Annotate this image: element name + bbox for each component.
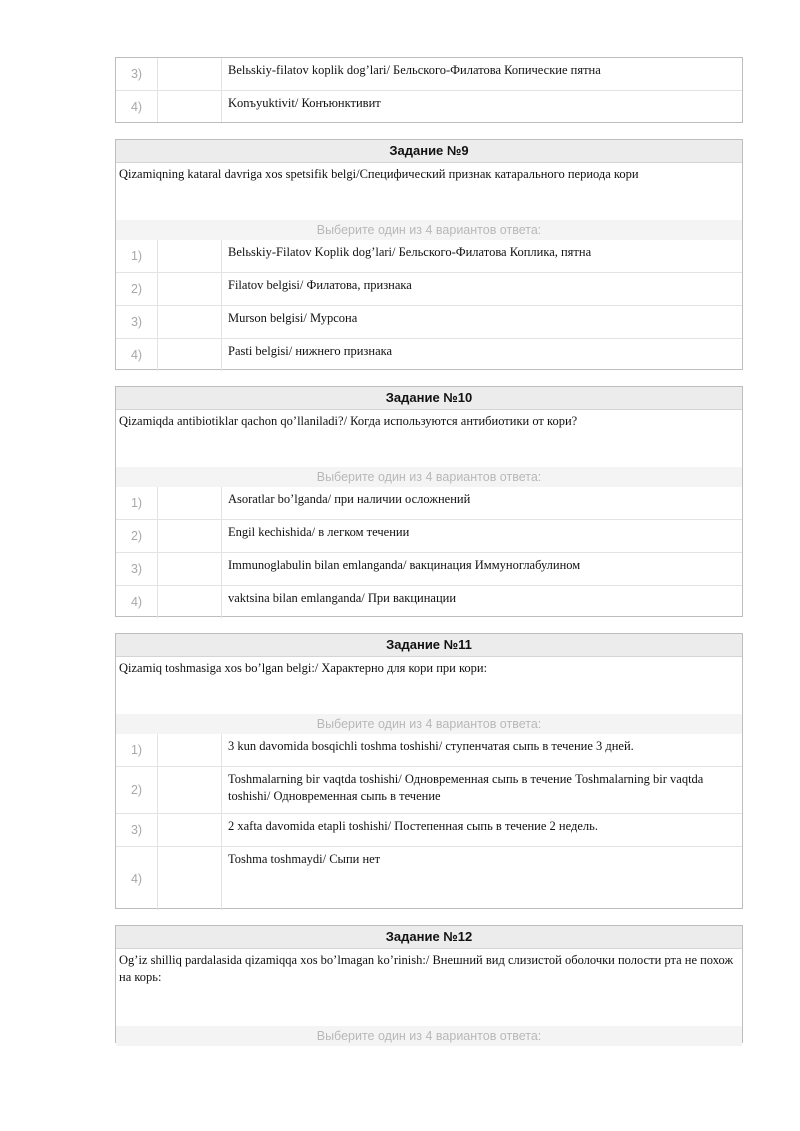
task-question: Og’iz shilliq pardalasida qizamiqqa xos bo’lmagan ko’rinish:/ Внешний вид слизистой оболочки полости рта не похож на корь: xyxy=(119,953,734,984)
task-card xyxy=(115,386,743,617)
option-text: Toshma toshmaydi/ Сыпи нет xyxy=(228,852,381,866)
option-text: Asoratlar bo’lganda/ при наличии осложнений xyxy=(228,492,471,506)
answer-option[interactable] xyxy=(116,240,742,273)
option-select-cell[interactable] xyxy=(158,273,222,305)
option-text: Murson belgisi/ Мурсона xyxy=(228,311,358,325)
answer-option[interactable] xyxy=(116,273,742,306)
option-select-cell[interactable] xyxy=(158,91,222,122)
answer-hint: Выберите один из 4 вариантов ответа: xyxy=(116,467,742,487)
option-text: 3 kun davomida bosqichli toshma toshishi/ ступенчатая сыпь в течение 3 дней. xyxy=(228,739,634,753)
task-title: Задание №9 xyxy=(116,140,742,163)
task-fragment xyxy=(115,57,743,123)
option-number: 3) xyxy=(116,58,158,90)
task-title: Задание №11 xyxy=(116,634,742,657)
answer-option[interactable] xyxy=(116,734,742,767)
option-number: 3) xyxy=(116,306,158,338)
answer-option[interactable] xyxy=(116,767,742,814)
option-text: 2 xafta davomida etapli toshishi/ Постепенная сыпь в течение 2 недель. xyxy=(228,819,598,833)
option-select-cell[interactable] xyxy=(158,58,222,90)
answer-option[interactable] xyxy=(116,814,742,847)
task-question: Qizamiq toshmasiga xos bo’lgan belgi:/ Характерно для кори при кори: xyxy=(119,661,488,675)
option-text: Toshmalarning bir vaqtda toshishi/ Одновременная сыпь в течение Toshmalarning bir vaqtda toshishi/ Одновременная сыпь в течение xyxy=(228,772,704,803)
option-select-cell[interactable] xyxy=(158,339,222,371)
answer-option[interactable] xyxy=(116,553,742,586)
option-text: Engil kechishida/ в легком течении xyxy=(228,525,410,539)
option-number: 4) xyxy=(116,847,158,910)
option-select-cell[interactable] xyxy=(158,814,222,846)
option-select-cell[interactable] xyxy=(158,520,222,552)
option-select-cell[interactable] xyxy=(158,487,222,519)
option-text: Filatov belgisi/ Филатова, признака xyxy=(228,278,412,292)
answer-option[interactable] xyxy=(116,847,742,910)
option-text: Konъyuktivit/ Конъюнктивит xyxy=(228,96,381,110)
answer-hint: Выберите один из 4 вариантов ответа: xyxy=(116,220,742,240)
option-number: 4) xyxy=(116,586,158,618)
task-card xyxy=(115,139,743,370)
option-number: 3) xyxy=(116,553,158,585)
option-select-cell[interactable] xyxy=(158,553,222,585)
answer-option[interactable] xyxy=(116,91,742,122)
task-card xyxy=(115,633,743,909)
option-select-cell[interactable] xyxy=(158,306,222,338)
option-number: 2) xyxy=(116,767,158,813)
option-number: 4) xyxy=(116,339,158,371)
answer-option[interactable] xyxy=(116,520,742,553)
task-question: Qizamiqda antibiotiklar qachon qo’llaniladi?/ Когда используются антибиотики от кори? xyxy=(119,414,578,428)
answer-option[interactable] xyxy=(116,487,742,520)
answer-option[interactable] xyxy=(116,306,742,339)
answer-hint: Выберите один из 4 вариантов ответа: xyxy=(116,714,742,734)
option-select-cell[interactable] xyxy=(158,847,222,910)
option-text: vaktsina bilan emlanganda/ При вакцинации xyxy=(228,591,457,605)
option-number: 2) xyxy=(116,520,158,552)
option-text: Belьskiy-filatov koplik dog’lari/ Бельского-Филатова Копические пятна xyxy=(228,63,601,77)
option-text: Belьskiy-Filatov Koplik dog’lari/ Бельского-Филатова Коплика, пятна xyxy=(228,245,592,259)
answer-option[interactable] xyxy=(116,339,742,371)
task-card xyxy=(115,925,743,1043)
answer-option[interactable] xyxy=(116,586,742,618)
option-number: 1) xyxy=(116,240,158,272)
option-select-cell[interactable] xyxy=(158,734,222,766)
task-question: Qizamiqning kataral davriga xos spetsifik belgi/Специфический признак катарального периода кори xyxy=(119,167,639,181)
option-number: 1) xyxy=(116,487,158,519)
option-text: Immunoglabulin bilan emlanganda/ вакцинация Иммуноглабулином xyxy=(228,558,581,572)
option-select-cell[interactable] xyxy=(158,586,222,618)
answer-hint: Выберите один из 4 вариантов ответа: xyxy=(116,1026,742,1046)
option-number: 1) xyxy=(116,734,158,766)
option-number: 4) xyxy=(116,91,158,122)
task-title: Задание №12 xyxy=(116,926,742,949)
task-title: Задание №10 xyxy=(116,387,742,410)
option-select-cell[interactable] xyxy=(158,767,222,813)
option-text: Pasti belgisi/ нижнего признака xyxy=(228,344,393,358)
answer-option[interactable] xyxy=(116,58,742,91)
option-number: 2) xyxy=(116,273,158,305)
option-number: 3) xyxy=(116,814,158,846)
option-select-cell[interactable] xyxy=(158,240,222,272)
